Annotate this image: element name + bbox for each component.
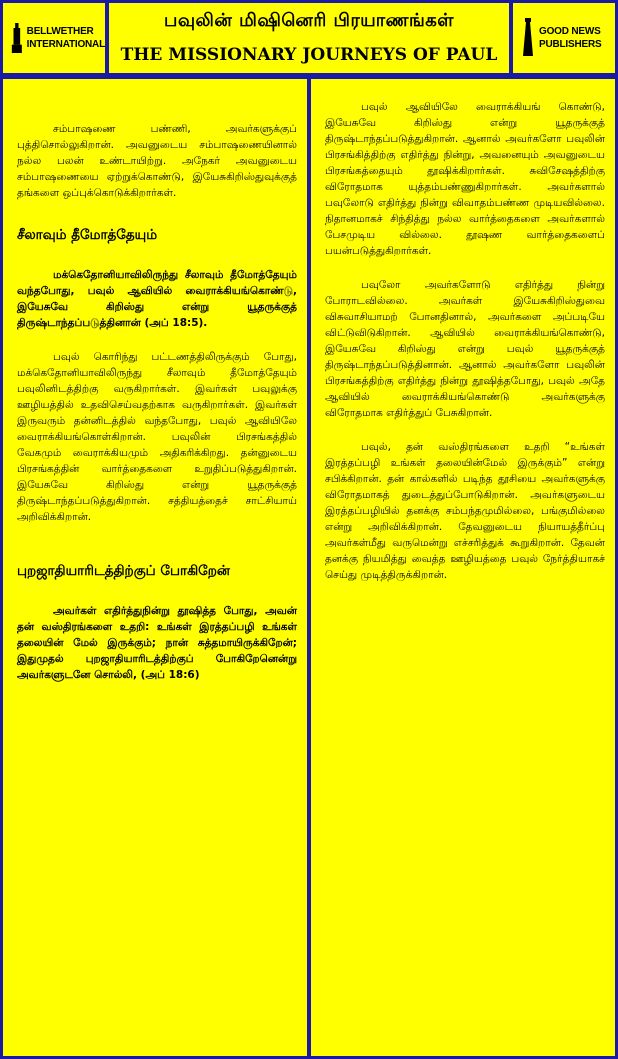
right-paragraph-3: பவுல், தன் வஸ்திரங்களை உதறி “உங்கள் இரத்தப்பழி உங்கள் தலையின்மேல் இருக்கும்” என்று சபிக்கிறான். தன் கால்களில் படிந்த தூசியை அவர்களுக்கு விரோதமாகத் துடைத்துப்போடுகிறான். அவர்களுடைய இரத்தப்பழியில் தனக்கு சம்பந்தமுமில்லை, பங்குமில்லை என்று அறிவிக்கிறான். தேவனுடைய நியாயத்தீர்ப்பு அவர்கள்மீது வருமென்று எச்சரித்துக் கூறுகிறான். தேவன் தனக்கு நியமித்து வைத்த ஊழியத்தை பவுல் நேர்த்தியாகச் செய்து முடித்திருக்கிறான்.	[325, 441, 605, 581]
publisher-logo-right	[513, 3, 615, 73]
left-paragraph-1: சம்பாஷணை பண்ணி, அவர்களுக்குப் புத்திசொல்லுகிறான். அவனுடைய சம்பாஷணையினால் நல்ல பலன் உண்டாயிற்று. அநேகர் அவனுடைய சம்பாஷணையை ஏற்றுக்கொண்டு, இயேசுகிறிஸ்துவுக்குத் தங்களை ஒப்புக்கொடுக்கிறார்கள்.	[17, 123, 297, 199]
right-paragraph-2: பவுலோ அவர்களோடு எதிர்த்து நின்று போராடவில்லை. அவர்கள் இயேசுகிறிஸ்துவை விசுவாசியாமற் போனதினால், அவர்களை அப்படியே விட்டுவிடுகிறான். ஆவியில் வைராக்கியங்கொண்டு, இயேசுவே கிறிஸ்து என்று பவுல் யூதருக்குத் திருஷ்டாந்தப்படுத்தினான். ஆனால் அவர்களோ பவுலின் பிரசங்கத்திற்கு எதிர்த்து நின்று தூஷித்தபோது, பவுல் அதே ஆவியில் வைராக்கியங்கொண்டு அவர்களுக்கு விரோதமாக எதிர்த்துப் பேசுகிறான்.	[325, 279, 605, 419]
logo-left-line2: INTERNATIONAL	[26, 39, 105, 50]
title-tamil: பவுலின் மிஷினெரி பிரயாணங்கள்	[163, 10, 455, 31]
lighthouse-icon	[521, 18, 535, 58]
logo-right-line1: GOOD NEWS	[539, 25, 601, 37]
left-paragraph-2: பவுல் கொரிந்து பட்டணத்திலிருக்கும் போது, மக்கெதோனியாவிலிருந்து சீலாவும் தீமோத்தேயும் பவுலினிடத்திற்கு வருகிறார்கள். இவர்கள் பவுலுக்கு ஊழியத்தில் உதவிசெய்வதற்காக வருகிறார்கள். இவர்கள் இருவரும் தன்னிடத்தில் வந்தபோது, பவுல் ஆவியிலே வைராக்கியங்கொள்கிறான். பவுலின் பிரசங்கத்தில் வேகமும் வைராக்கியமும் அதிகரிக்கிறது. தன்னுடைய பிரசங்கத்தின் வார்த்தைகளை உறுதிப்படுத்துகிறான். இயேசுவே கிறிஸ்து என்று யூதருக்குத் திருஷ்டாந்தப்படுத்துகிறான். சத்தியத்தைச் சாட்சியாய் அறிவிக்கிறான்.	[17, 351, 297, 523]
left-column	[3, 79, 307, 1056]
right-column	[311, 79, 615, 1056]
title-english: THE MISSIONARY JOURNEYS OF PAUL	[120, 45, 498, 65]
logo-left-line1: BELLWETHER	[26, 25, 94, 37]
scripture-quote-acts-18-6: அவர்கள் எதிர்த்துநின்று தூஷித்த போது, அவன் தன் வஸ்திரங்களை உதறி: உங்கள் இரத்தப்பழி உங்கள் தலையின் மேல் இருக்கும்; நான் சுத்தமாயிருக்கிறேன்; இதுமுதல் புறஜாதியாரிடத்திற்குப் போகிறேனென்று அவர்களுடனே சொல்லி, (அப் 18:6)	[17, 605, 297, 681]
title-banner	[109, 3, 509, 73]
section-heading-silas-timothy: சீலாவும் தீமோத்தேயும்	[17, 227, 158, 243]
publisher-logo-left	[3, 3, 105, 73]
section-heading-gentiles: புறஜாதியாரிடத்திற்குப் போகிறேன்	[17, 563, 231, 579]
bellwether-icon	[11, 18, 23, 58]
right-paragraph-1: பவுல் ஆவியிலே வைராக்கியங் கொண்டு, இயேசுவே கிறிஸ்து என்று யூதருக்குத் திருஷ்டாந்தப்படுத்துகிறான். ஆனால் அவர்களோ பவுலின் பிரசங்கித்திற்கு எதிர்த்து நின்று, அவனையும் அவனுடைய பிரசங்கத்தையும் தூஷிக்கிறார்கள். சுவிசேஷத்திற்கு விரோதமாக யுத்தம்பண்ணுகிறார்கள். அவர்களால் பவுலோடு எதிர்த்து நின்று விவாதம்பண்ண முடியவில்லை. நிதானமாகச் சிந்தித்து நல்ல வார்த்தைகளை அவர்களால் பேசமுடிய வில்லை. தூஷண வார்த்தைகளைப் பயன்படுத்துகிறார்கள்.	[325, 101, 605, 257]
logo-right-line2: PUBLISHERS	[539, 39, 602, 50]
scripture-quote-acts-18-5: மக்கெதோனியாவிலிருந்து சீலாவும் தீமோத்தேயும் வந்தபோது, பவுல் ஆவியில் வைராக்கியங்கொண்டு, இயேசுவே கிறிஸ்து என்று யூதருக்குத் திருஷ்டாந்தப்படுத்தினான் (அப் 18:5).	[17, 269, 297, 329]
